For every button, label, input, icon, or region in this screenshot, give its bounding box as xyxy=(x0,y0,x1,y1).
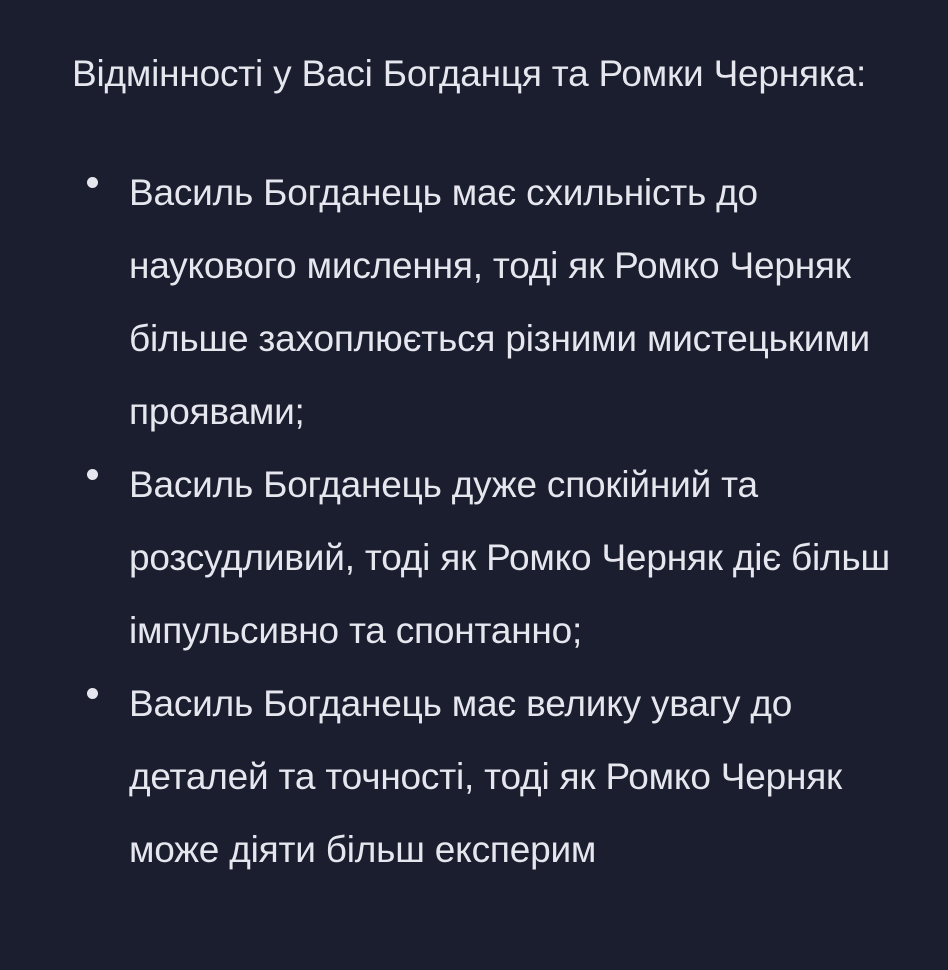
list-item-text: Василь Богданець має схильність до наукового мислення, тоді як Ромко Черняк більше захоплюється різними мистецькими проявами; xyxy=(129,172,870,432)
bullet-icon xyxy=(87,177,98,188)
list-item xyxy=(72,448,922,667)
list-item xyxy=(72,667,922,886)
chat-message xyxy=(72,38,922,886)
bullet-icon xyxy=(87,688,98,699)
message-intro: Відмінності у Васі Богданця та Ромки Черняка: xyxy=(72,53,867,94)
list-item-text: Василь Богданець дуже спокійний та розсудливий, тоді як Ромко Черняк діє більш імпульсивно та спонтанно; xyxy=(129,464,890,651)
differences-list xyxy=(72,156,922,886)
bullet-icon xyxy=(87,469,98,480)
list-item-text: Василь Богданець має велику увагу до деталей та точності, тоді як Ромко Черняк може діяти більш експерим xyxy=(129,683,843,870)
list-item xyxy=(72,156,922,448)
